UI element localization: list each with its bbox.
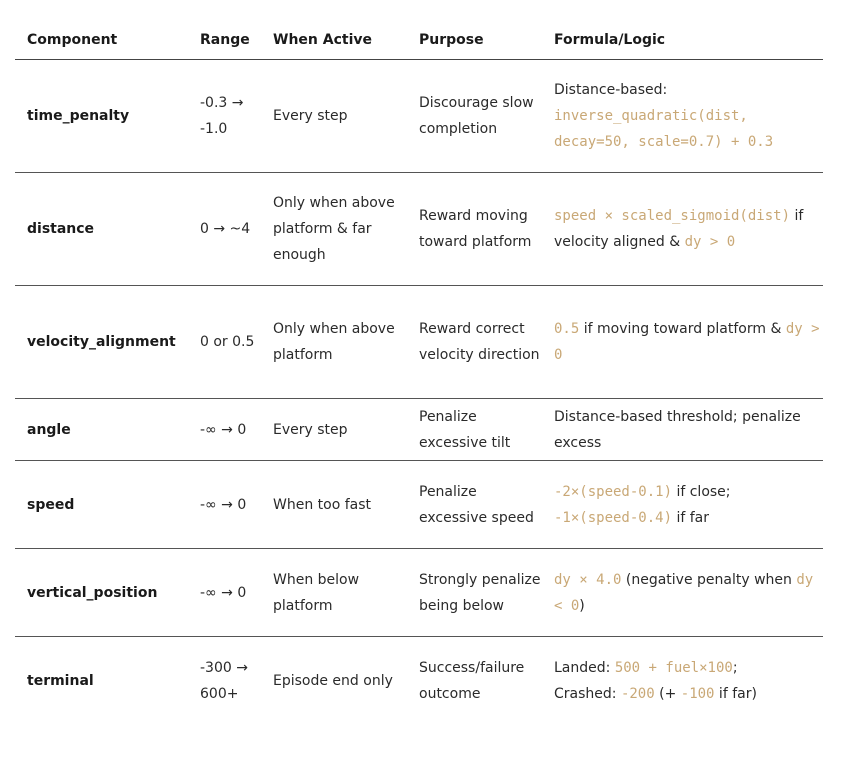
logic-text: Crashed: — [554, 685, 621, 702]
cell-purpose: Reward correct velocity direction — [407, 286, 542, 399]
cell-formula-logic — [542, 60, 823, 173]
cell-when-active: When below platform — [261, 549, 407, 637]
cell-formula-logic — [542, 461, 823, 549]
code-snippet: -1×(speed-0.4) — [554, 509, 673, 526]
cell-purpose: Success/failure outcome — [419, 659, 525, 702]
logic-text: if far — [672, 509, 709, 526]
cell-component: velocity_alignment — [15, 286, 188, 399]
cell-component: angle — [15, 399, 188, 461]
table-header-row — [15, 22, 823, 60]
cell-formula-logic — [542, 399, 823, 461]
logic-text: Landed: — [554, 659, 615, 676]
code-snippet: dy > 0 — [684, 234, 736, 250]
cell-when-active: Every step — [261, 399, 407, 461]
table-row — [15, 286, 823, 399]
code-snippet: 0.5 — [554, 321, 580, 337]
cell-purpose: Reward moving toward platform — [407, 173, 542, 286]
table-body — [15, 60, 823, 725]
code-snippet: dy > 0 — [554, 321, 820, 363]
logic-text: if far) — [714, 685, 757, 702]
table-row — [15, 60, 823, 173]
cell-component: distance — [15, 173, 188, 286]
header-range: Range — [188, 22, 261, 60]
header-purpose: Purpose — [407, 22, 542, 60]
table-row — [15, 173, 823, 286]
cell-formula-logic — [542, 173, 823, 286]
code-snippet: -100 — [680, 685, 715, 702]
cell-range: 0 or 0.5 — [188, 286, 261, 399]
cell-purpose: Discourage slow completion — [407, 60, 542, 173]
cell-purpose: Penalize excessive speed — [407, 461, 542, 549]
cell-formula-logic — [542, 637, 823, 725]
cell-formula-logic — [542, 286, 823, 399]
logic-text: if velocity aligned & — [554, 208, 804, 250]
cell-component: terminal — [27, 672, 94, 689]
code-snippet: -2×(speed-0.1) — [554, 483, 673, 500]
header-formula-logic: Formula/Logic — [542, 22, 823, 60]
cell-when-active: Episode end only — [273, 672, 393, 689]
cell-component: vertical_position — [15, 549, 188, 637]
cell-when-active: When too fast — [261, 461, 407, 549]
cell-range: -∞ → 0 — [188, 461, 261, 549]
code-snippet: 500 + fuel×100 — [614, 659, 733, 676]
table-row — [15, 399, 823, 461]
logic-text: (negative penalty when — [621, 571, 797, 588]
cell-range: 0 → ~4 — [188, 173, 261, 286]
cell-when-active: Only when above platform — [261, 286, 407, 399]
reward-components-table — [15, 22, 823, 725]
logic-text: if moving toward platform & — [579, 321, 786, 337]
cell-component: speed — [15, 461, 188, 549]
cell-range: -0.3 → -1.0 — [188, 60, 261, 173]
logic-text: Distance-based threshold; penalize excess — [554, 408, 801, 451]
logic-text: (+ — [654, 685, 681, 702]
table-row — [15, 461, 823, 549]
cell-purpose: Strongly penalize being below — [407, 549, 542, 637]
cell-when-active: Only when above platform & far enough — [261, 173, 407, 286]
header-when-active: When Active — [261, 22, 407, 60]
logic-text: if close; — [672, 483, 731, 500]
cell-formula-logic — [542, 549, 823, 637]
cell-component: time_penalty — [15, 60, 188, 173]
code-snippet: speed × scaled_sigmoid(dist) — [554, 208, 791, 224]
table-row — [15, 637, 823, 725]
code-snippet: dy < 0 — [554, 571, 814, 614]
table-row — [15, 549, 823, 637]
code-snippet: inverse_quadratic(dist, decay=50, scale=0.7) + 0.3 — [554, 108, 774, 150]
code-snippet: -200 — [620, 685, 655, 702]
cell-when-active: Every step — [261, 60, 407, 173]
logic-text: Distance-based: — [554, 82, 668, 98]
cell-range: -∞ → 0 — [188, 549, 261, 637]
logic-text: ; — [732, 659, 738, 676]
cell-range: -300 → 600+ — [200, 659, 248, 702]
code-snippet: dy × 4.0 — [554, 571, 622, 588]
logic-text: ) — [579, 597, 585, 614]
cell-range: -∞ → 0 — [188, 399, 261, 461]
header-component: Component — [15, 22, 188, 60]
cell-purpose: Penalize excessive tilt — [407, 399, 542, 461]
